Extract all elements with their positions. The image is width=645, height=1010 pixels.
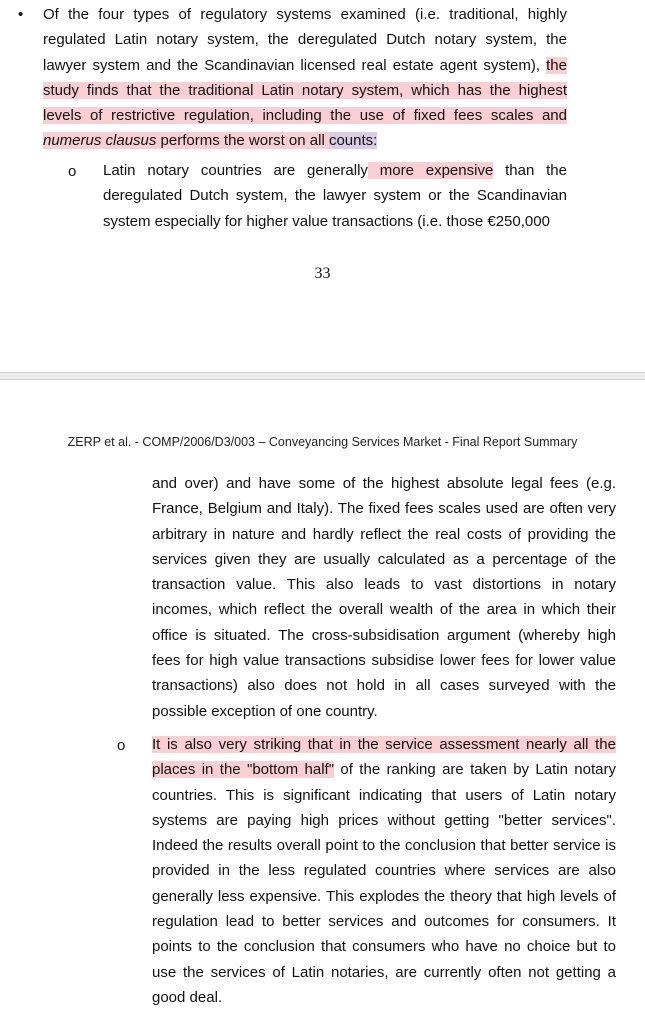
highlight-performs-worst: performs the worst on all [156, 132, 329, 150]
findings-intro-text: Of the four types of regulatory systems examined (i.e. traditional, highly regulated Latin notary system, the deregulated Dutch notary system, the lawyer system and the Scandinavian licensed real estate agent system), [43, 6, 567, 74]
highlight-striking-finding: It is also very striking that in the service assessment nearly all the places in the "bottom half" [152, 736, 616, 779]
bullet-marker: • [18, 6, 24, 23]
expense-rest-text: than the deregulated Dutch system, the lawyer system or the Scandinavian system especially for higher value transactions (i.e. those €250,000 [103, 162, 567, 230]
page-separator [0, 372, 645, 380]
sub-bullet-marker: o [68, 163, 77, 180]
highlight-study-finds: the study finds that the traditional Latin notary system, which has the highest levels of restrictive regulation, including the use of fixed fees scales and [43, 56, 567, 125]
service-assessment-text: of the ranking are taken by Latin notary countries. This is significant indicating that users of Latin notary systems are paying high prices without getting "better services". Indeed the results overall point to the conclusion that better service is provided in the less regulated countries where services are also generally less expensive. This explodes the theory that high levels of regulation lead to better services and outcomes for consumers. It points to the conclusion that consumers who have no choice but to use the services of Latin notaries, are currently often not getting a good deal. [152, 761, 616, 1006]
running-header: ZERP et al. - COMP/2006/D3/003 – Conveyancing Services Market - Final Report Summary [67, 435, 578, 449]
highlight-numerus-clausus: numerus clausus [43, 132, 157, 150]
document-page-33 [0, 0, 645, 372]
sub-bullet-marker: o [117, 737, 126, 754]
expense-intro-text: Latin notary countries are generally [103, 162, 368, 179]
highlight-counts: counts: [328, 132, 378, 150]
latin-notary-expense-paragraph [103, 158, 567, 234]
findings-paragraph [43, 2, 567, 154]
document-page-34 [0, 380, 645, 1006]
page-number: 33 [314, 265, 331, 282]
service-assessment-paragraph [152, 732, 616, 1010]
continuation-paragraph: and over) and have some of the highest absolute legal fees (e.g. France, Belgium and Italy). The fixed fees scales used are often very arbitrary in nature and hardly reflect the real costs of providing the services given they are usually calculated as a percentage of the transaction value. This also leads to vast distortions in notary incomes, which reflect the overall wealth of the area in which their office is situated. The cross-subsidisation argument (whereby high fees for high value transactions subsidise lower fees for lower value transactions) also does not hold in all cases surveyed with the possible exception of one country. [152, 475, 616, 720]
highlight-more-expensive: more expensive [367, 162, 494, 179]
